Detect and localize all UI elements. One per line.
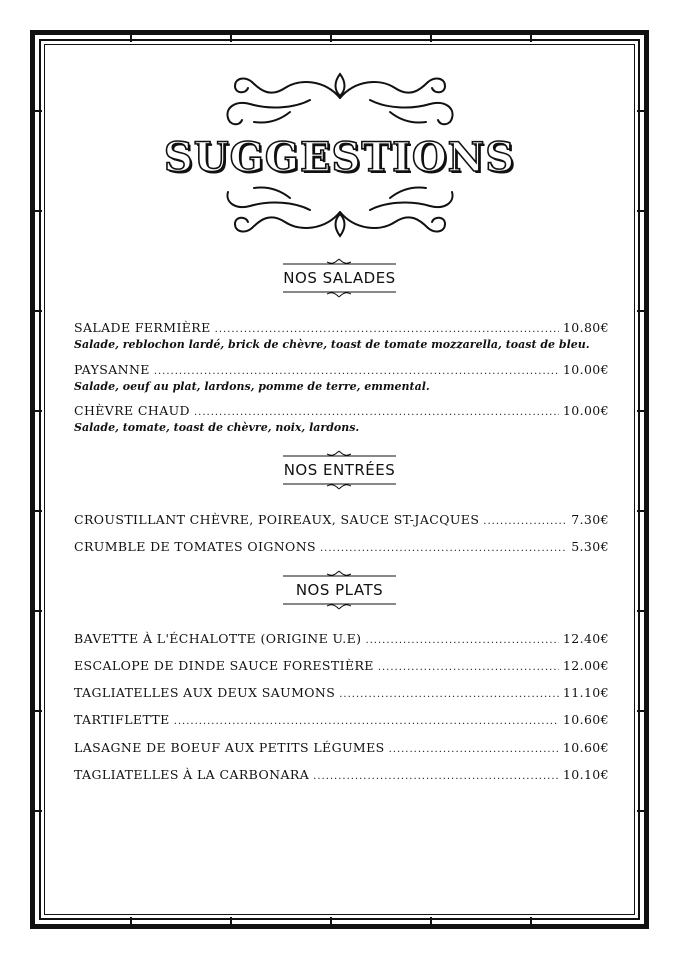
item-name: BAVETTE À L'ÉCHALOTTE (ORIGINE U.E) (74, 631, 362, 646)
frame-tick (130, 917, 132, 926)
dot-leader (320, 541, 567, 557)
frame-tick (230, 33, 232, 42)
section-header-salades (0, 258, 679, 298)
dot-leader (483, 514, 567, 530)
menu-item (74, 362, 609, 394)
frame-tick (637, 810, 646, 812)
frame-tick (33, 410, 42, 412)
section-header-plats (0, 570, 679, 610)
item-price: 5.30€ (571, 539, 609, 554)
frame-tick (637, 410, 646, 412)
item-price: 10.60€ (562, 712, 609, 727)
section-title: NOS PLATS (295, 581, 384, 599)
item-price: 10.00€ (562, 403, 609, 418)
frame-tick (637, 510, 646, 512)
frame-tick (33, 310, 42, 312)
dot-leader (215, 322, 559, 338)
dot-leader (174, 714, 559, 730)
item-price: 12.40€ (562, 631, 609, 646)
menu-item (74, 767, 609, 785)
frame-tick (637, 310, 646, 312)
frame-tick (637, 610, 646, 612)
item-price: 10.00€ (562, 362, 609, 377)
frame-tick (33, 810, 42, 812)
section-header-entrees (0, 450, 679, 490)
item-name: CRUMBLE DE TOMATES OIGNONS (74, 539, 316, 554)
frame-tick (33, 610, 42, 612)
item-name: ESCALOPE DE DINDE SAUCE FORESTIÈRE (74, 658, 374, 673)
dot-leader (339, 687, 559, 703)
item-price: 10.10€ (562, 767, 609, 782)
frame-tick (230, 917, 232, 926)
section-title: NOS SALADES (283, 269, 396, 287)
item-name: SALADE FERMIÈRE (74, 320, 211, 335)
item-price: 10.60€ (562, 740, 609, 755)
dot-leader (154, 364, 559, 380)
frame-tick (130, 33, 132, 42)
frame-tick (530, 33, 532, 42)
item-description: Salade, oeuf au plat, lardons, pomme de terre, emmental. (74, 380, 430, 393)
menu-item (74, 512, 609, 530)
item-name: LASAGNE DE BOEUF AUX PETITS LÉGUMES (74, 740, 385, 755)
menu-title: SUGGESTIONS (163, 134, 516, 181)
menu-header (0, 60, 679, 250)
section-title: NOS ENTRÉES (283, 461, 396, 479)
item-description: Salade, tomate, toast de chèvre, noix, lardons. (74, 421, 360, 434)
menu-item (74, 740, 609, 758)
frame-tick (530, 917, 532, 926)
item-description: Salade, reblochon lardé, brick de chèvre, toast de tomate mozzarella, toast de bleu. (74, 338, 590, 351)
dot-leader (389, 742, 559, 758)
item-name: TAGLIATELLES AUX DEUX SAUMONS (74, 685, 336, 700)
item-name: PAYSANNE (74, 362, 150, 377)
item-price: 10.80€ (562, 320, 609, 335)
dot-leader (365, 633, 558, 649)
menu-item (74, 658, 609, 676)
menu-item (74, 403, 609, 435)
frame-tick (330, 917, 332, 926)
menu-item (74, 712, 609, 730)
frame-tick (330, 33, 332, 42)
item-price: 12.00€ (562, 658, 609, 673)
frame-tick (33, 710, 42, 712)
item-name: CHÈVRE CHAUD (74, 403, 190, 418)
frame-tick (33, 510, 42, 512)
menu-item (74, 539, 609, 557)
menu-item (74, 320, 609, 352)
menu-item (74, 631, 609, 649)
dot-leader (194, 405, 559, 421)
item-price: 11.10€ (562, 685, 609, 700)
dot-leader (313, 769, 559, 785)
item-name: CROUSTILLANT CHÈVRE, POIREAUX, SAUCE ST-JACQUES (74, 512, 480, 527)
item-name: TARTIFLETTE (74, 712, 170, 727)
frame-tick (430, 917, 432, 926)
dot-leader (378, 660, 559, 676)
item-price: 7.30€ (571, 512, 609, 527)
item-name: TAGLIATELLES À LA CARBONARA (74, 767, 310, 782)
menu-item (74, 685, 609, 703)
frame-tick (637, 710, 646, 712)
frame-tick (430, 33, 432, 42)
